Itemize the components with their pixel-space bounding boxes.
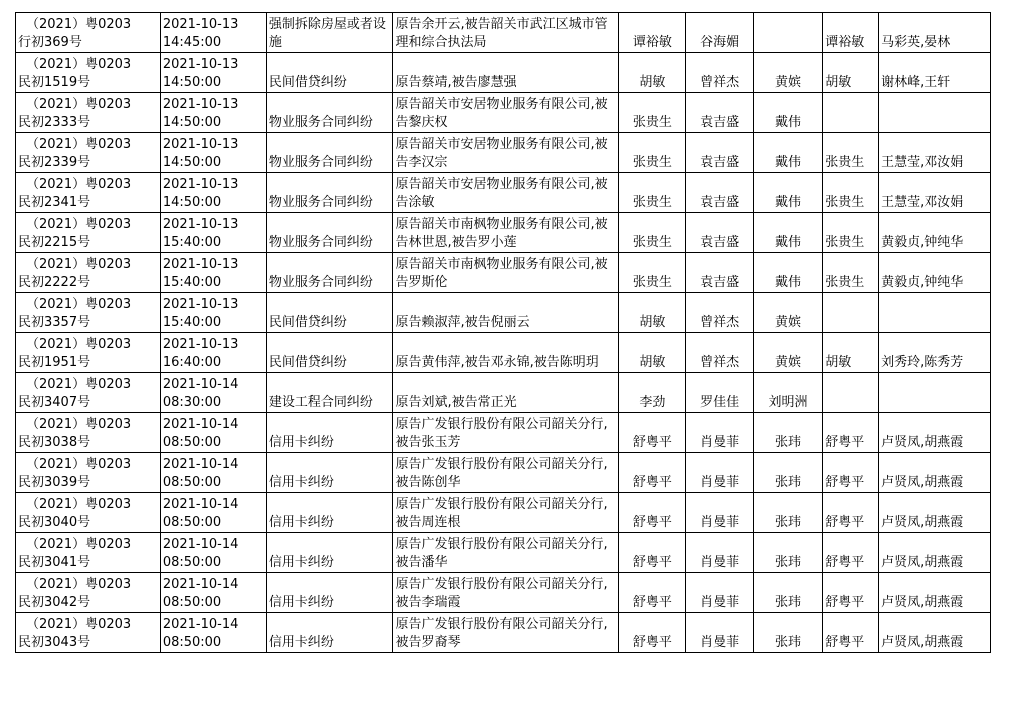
hearing-time: 15:40:00	[162, 235, 222, 250]
case-number-line2: 民初2222号	[18, 275, 91, 290]
judge-cell: 胡敏	[619, 333, 686, 373]
hearing-time: 14:50:00	[162, 75, 222, 90]
clerks-cell: 刘秀玲,陈秀芳	[879, 333, 991, 373]
case-number-line2: 民初3357号	[18, 315, 91, 330]
hearing-time-cell	[160, 53, 266, 93]
clerks-cell: 王慧莹,邓汝娟	[879, 173, 991, 213]
juror2-cell: 戴伟	[753, 93, 823, 133]
case-number-cell	[16, 53, 161, 93]
juror1-cell: 肖曼菲	[686, 413, 753, 453]
parties-cell: 原告韶关市南枫物业服务有限公司,被告罗斯伦	[393, 253, 619, 293]
presiding-judge-cell: 胡敏	[823, 53, 879, 93]
judge-cell: 张贵生	[619, 133, 686, 173]
juror2-cell: 张玮	[753, 573, 823, 613]
juror1-cell: 袁吉盛	[686, 93, 753, 133]
case-number-cell	[16, 413, 161, 453]
case-number-cell	[16, 293, 161, 333]
juror2-cell: 黄嫔	[753, 333, 823, 373]
case-number-line1: （2021）粤0203	[26, 97, 132, 112]
table-row	[16, 493, 991, 533]
presiding-judge-cell: 张贵生	[823, 213, 879, 253]
case-number-cell	[16, 453, 161, 493]
table-row	[16, 253, 991, 293]
hearing-time-cell	[160, 333, 266, 373]
hearing-time: 14:45:00	[162, 35, 222, 50]
presiding-judge-cell: 胡敏	[823, 333, 879, 373]
hearing-date: 2021-10-13	[162, 257, 239, 272]
case-number-line1: （2021）粤0203	[26, 617, 132, 632]
judge-cell: 舒粤平	[619, 533, 686, 573]
clerks-cell: 卢贤凤,胡燕霞	[879, 573, 991, 613]
hearing-time-cell	[160, 293, 266, 333]
parties-cell: 原告赖淑萍,被告倪丽云	[393, 293, 619, 333]
case-number-line2: 民初3042号	[18, 595, 91, 610]
hearing-time: 14:50:00	[162, 195, 222, 210]
juror1-cell: 袁吉盛	[686, 133, 753, 173]
judge-cell: 张贵生	[619, 253, 686, 293]
clerks-cell: 谢林峰,王轩	[879, 53, 991, 93]
juror2-cell: 戴伟	[753, 213, 823, 253]
table-row	[16, 213, 991, 253]
hearing-date: 2021-10-14	[162, 377, 239, 392]
juror1-cell: 袁吉盛	[686, 253, 753, 293]
juror1-cell: 曾祥杰	[686, 333, 753, 373]
case-number-cell	[16, 133, 161, 173]
table-row	[16, 333, 991, 373]
clerks-cell: 马彩英,晏林	[879, 13, 991, 53]
case-number-line1: （2021）粤0203	[26, 377, 132, 392]
case-number-cell	[16, 613, 161, 653]
juror2-cell: 戴伟	[753, 253, 823, 293]
table-row	[16, 533, 991, 573]
table-row	[16, 413, 991, 453]
hearing-time-cell	[160, 93, 266, 133]
parties-cell: 原告刘斌,被告常正光	[393, 373, 619, 413]
case-number-line2: 民初2215号	[18, 235, 91, 250]
case-number-line1: （2021）粤0203	[26, 457, 132, 472]
hearing-time: 08:50:00	[162, 595, 222, 610]
case-number-cell	[16, 213, 161, 253]
juror1-cell: 肖曼菲	[686, 533, 753, 573]
hearing-time: 15:40:00	[162, 275, 222, 290]
hearing-time: 08:50:00	[162, 635, 222, 650]
hearing-time-cell	[160, 453, 266, 493]
case-number-cell	[16, 373, 161, 413]
hearing-schedule-table	[15, 12, 991, 653]
hearing-time-cell	[160, 173, 266, 213]
table-row	[16, 453, 991, 493]
juror2-cell: 戴伟	[753, 173, 823, 213]
case-cause-cell: 民间借贷纠纷	[266, 333, 393, 373]
table-row	[16, 133, 991, 173]
case-cause-cell: 信用卡纠纷	[266, 533, 393, 573]
judge-cell: 张贵生	[619, 173, 686, 213]
table-row	[16, 93, 991, 133]
hearing-time: 08:50:00	[162, 515, 222, 530]
case-number-line2: 民初3038号	[18, 435, 91, 450]
clerks-cell	[879, 293, 991, 333]
clerks-cell: 卢贤凤,胡燕霞	[879, 453, 991, 493]
juror2-cell: 张玮	[753, 453, 823, 493]
parties-cell: 原告韶关市安居物业服务有限公司,被告黎庆权	[393, 93, 619, 133]
parties-cell: 原告黄伟萍,被告邓永锦,被告陈明玥	[393, 333, 619, 373]
clerks-cell: 卢贤凤,胡燕霞	[879, 493, 991, 533]
presiding-judge-cell: 舒粤平	[823, 533, 879, 573]
juror2-cell: 张玮	[753, 613, 823, 653]
juror1-cell: 曾祥杰	[686, 293, 753, 333]
case-cause-cell: 物业服务合同纠纷	[266, 253, 393, 293]
hearing-time-cell	[160, 613, 266, 653]
case-number-cell	[16, 253, 161, 293]
judge-cell: 舒粤平	[619, 613, 686, 653]
case-number-line2: 民初3040号	[18, 515, 91, 530]
presiding-judge-cell: 舒粤平	[823, 573, 879, 613]
clerks-cell: 卢贤凤,胡燕霞	[879, 413, 991, 453]
hearing-time-cell	[160, 13, 266, 53]
case-number-line1: （2021）粤0203	[26, 17, 132, 32]
table-row	[16, 613, 991, 653]
case-cause-cell: 民间借贷纠纷	[266, 53, 393, 93]
parties-cell: 原告广发银行股份有限公司韶关分行,被告潘华	[393, 533, 619, 573]
hearing-time-cell	[160, 413, 266, 453]
case-number-line2: 民初2333号	[18, 115, 91, 130]
hearing-time: 16:40:00	[162, 355, 222, 370]
case-cause-cell: 信用卡纠纷	[266, 413, 393, 453]
juror2-cell: 黄嫔	[753, 293, 823, 333]
table-row	[16, 373, 991, 413]
clerks-cell: 卢贤凤,胡燕霞	[879, 533, 991, 573]
juror1-cell: 罗佳佳	[686, 373, 753, 413]
judge-cell: 舒粤平	[619, 573, 686, 613]
case-number-line2: 民初1519号	[18, 75, 91, 90]
presiding-judge-cell: 张贵生	[823, 173, 879, 213]
presiding-judge-cell: 张贵生	[823, 133, 879, 173]
case-number-cell	[16, 173, 161, 213]
hearing-time-cell	[160, 133, 266, 173]
case-number-cell	[16, 533, 161, 573]
case-number-line1: （2021）粤0203	[26, 337, 132, 352]
juror2-cell: 张玮	[753, 533, 823, 573]
hearing-date: 2021-10-14	[162, 417, 239, 432]
hearing-time-cell	[160, 573, 266, 613]
table-row	[16, 173, 991, 213]
juror1-cell: 曾祥杰	[686, 53, 753, 93]
hearing-date: 2021-10-14	[162, 537, 239, 552]
case-cause-cell: 强制拆除房屋或者设施	[266, 13, 393, 53]
case-number-line2: 民初3407号	[18, 395, 91, 410]
case-cause-cell: 信用卡纠纷	[266, 493, 393, 533]
juror2-cell: 张玮	[753, 493, 823, 533]
clerks-cell	[879, 93, 991, 133]
hearing-time-cell	[160, 213, 266, 253]
case-cause-cell: 物业服务合同纠纷	[266, 173, 393, 213]
table-row	[16, 573, 991, 613]
case-number-cell	[16, 93, 161, 133]
case-number-line2: 民初2341号	[18, 195, 91, 210]
clerks-cell: 王慧莹,邓汝娟	[879, 133, 991, 173]
case-number-line2: 民初1951号	[18, 355, 91, 370]
parties-cell: 原告韶关市安居物业服务有限公司,被告李汉宗	[393, 133, 619, 173]
hearing-date: 2021-10-13	[162, 137, 239, 152]
parties-cell: 原告广发银行股份有限公司韶关分行,被告李瑞霞	[393, 573, 619, 613]
judge-cell: 张贵生	[619, 93, 686, 133]
presiding-judge-cell: 舒粤平	[823, 493, 879, 533]
judge-cell: 胡敏	[619, 293, 686, 333]
juror2-cell	[753, 13, 823, 53]
case-number-line1: （2021）粤0203	[26, 217, 132, 232]
case-number-cell	[16, 493, 161, 533]
parties-cell: 原告广发银行股份有限公司韶关分行,被告张玉芳	[393, 413, 619, 453]
hearing-time: 08:30:00	[162, 395, 222, 410]
juror1-cell: 肖曼菲	[686, 573, 753, 613]
parties-cell: 原告蔡靖,被告廖慧强	[393, 53, 619, 93]
hearing-date: 2021-10-13	[162, 97, 239, 112]
case-number-line1: （2021）粤0203	[26, 577, 132, 592]
hearing-date: 2021-10-13	[162, 337, 239, 352]
clerks-cell: 卢贤凤,胡燕霞	[879, 613, 991, 653]
parties-cell: 原告韶关市南枫物业服务有限公司,被告林世恩,被告罗小莲	[393, 213, 619, 253]
case-cause-cell: 物业服务合同纠纷	[266, 93, 393, 133]
clerks-cell: 黄毅贞,钟纯华	[879, 253, 991, 293]
table-row	[16, 53, 991, 93]
case-number-cell	[16, 333, 161, 373]
hearing-schedule-page	[15, 12, 991, 653]
case-cause-cell: 信用卡纠纷	[266, 573, 393, 613]
case-number-cell	[16, 573, 161, 613]
presiding-judge-cell	[823, 93, 879, 133]
hearing-date: 2021-10-14	[162, 497, 239, 512]
hearing-date: 2021-10-13	[162, 57, 239, 72]
juror1-cell: 肖曼菲	[686, 493, 753, 533]
hearing-date: 2021-10-13	[162, 217, 239, 232]
juror1-cell: 袁吉盛	[686, 213, 753, 253]
parties-cell: 原告广发银行股份有限公司韶关分行,被告周连根	[393, 493, 619, 533]
hearing-time-cell	[160, 493, 266, 533]
case-number-line2: 民初3041号	[18, 555, 91, 570]
judge-cell: 舒粤平	[619, 453, 686, 493]
presiding-judge-cell	[823, 373, 879, 413]
parties-cell: 原告广发银行股份有限公司韶关分行,被告罗裔琴	[393, 613, 619, 653]
case-number-line2: 行初369号	[18, 35, 82, 50]
case-number-line1: （2021）粤0203	[26, 257, 132, 272]
case-number-line1: （2021）粤0203	[26, 417, 132, 432]
case-number-line2: 民初3039号	[18, 475, 91, 490]
judge-cell: 胡敏	[619, 53, 686, 93]
hearing-time: 08:50:00	[162, 435, 222, 450]
case-number-line1: （2021）粤0203	[26, 297, 132, 312]
juror1-cell: 袁吉盛	[686, 173, 753, 213]
clerks-cell: 黄毅贞,钟纯华	[879, 213, 991, 253]
hearing-date: 2021-10-13	[162, 17, 239, 32]
presiding-judge-cell: 谭裕敏	[823, 13, 879, 53]
hearing-time: 15:40:00	[162, 315, 222, 330]
case-number-line1: （2021）粤0203	[26, 57, 132, 72]
hearing-time: 08:50:00	[162, 475, 222, 490]
case-number-cell	[16, 13, 161, 53]
case-number-line2: 民初3043号	[18, 635, 91, 650]
judge-cell: 舒粤平	[619, 493, 686, 533]
hearing-time-cell	[160, 373, 266, 413]
juror2-cell: 戴伟	[753, 133, 823, 173]
hearing-time: 14:50:00	[162, 155, 222, 170]
hearing-time-cell	[160, 533, 266, 573]
presiding-judge-cell	[823, 293, 879, 333]
parties-cell: 原告韶关市安居物业服务有限公司,被告涂敏	[393, 173, 619, 213]
table-row	[16, 13, 991, 53]
presiding-judge-cell: 舒粤平	[823, 453, 879, 493]
juror2-cell: 刘明洲	[753, 373, 823, 413]
juror2-cell: 黄嫔	[753, 53, 823, 93]
hearing-time: 08:50:00	[162, 555, 222, 570]
presiding-judge-cell: 舒粤平	[823, 413, 879, 453]
judge-cell: 舒粤平	[619, 413, 686, 453]
case-cause-cell: 信用卡纠纷	[266, 453, 393, 493]
juror1-cell: 肖曼菲	[686, 453, 753, 493]
case-number-line1: （2021）粤0203	[26, 137, 132, 152]
case-number-line1: （2021）粤0203	[26, 177, 132, 192]
juror1-cell: 肖曼菲	[686, 613, 753, 653]
hearing-date: 2021-10-13	[162, 297, 239, 312]
hearing-time-cell	[160, 253, 266, 293]
hearing-date: 2021-10-14	[162, 457, 239, 472]
judge-cell: 张贵生	[619, 213, 686, 253]
clerks-cell	[879, 373, 991, 413]
juror1-cell: 谷海媚	[686, 13, 753, 53]
presiding-judge-cell: 舒粤平	[823, 613, 879, 653]
parties-cell: 原告余开云,被告韶关市武江区城市管理和综合执法局	[393, 13, 619, 53]
hearing-time: 14:50:00	[162, 115, 222, 130]
case-cause-cell: 物业服务合同纠纷	[266, 133, 393, 173]
case-number-line1: （2021）粤0203	[26, 537, 132, 552]
case-cause-cell: 民间借贷纠纷	[266, 293, 393, 333]
hearing-date: 2021-10-13	[162, 177, 239, 192]
hearing-date: 2021-10-14	[162, 577, 239, 592]
case-cause-cell: 物业服务合同纠纷	[266, 213, 393, 253]
juror2-cell: 张玮	[753, 413, 823, 453]
case-cause-cell: 信用卡纠纷	[266, 613, 393, 653]
table-row	[16, 293, 991, 333]
case-number-line1: （2021）粤0203	[26, 497, 132, 512]
case-cause-cell: 建设工程合同纠纷	[266, 373, 393, 413]
judge-cell: 谭裕敏	[619, 13, 686, 53]
hearing-date: 2021-10-14	[162, 617, 239, 632]
presiding-judge-cell: 张贵生	[823, 253, 879, 293]
parties-cell: 原告广发银行股份有限公司韶关分行,被告陈创华	[393, 453, 619, 493]
judge-cell: 李劲	[619, 373, 686, 413]
case-number-line2: 民初2339号	[18, 155, 91, 170]
